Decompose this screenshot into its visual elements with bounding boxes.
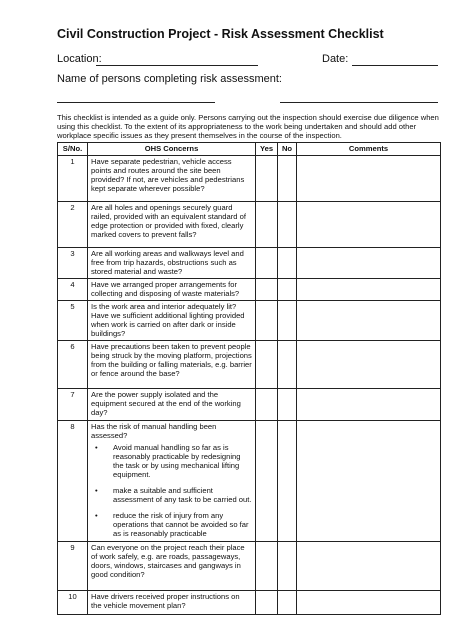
no-cell[interactable]	[278, 156, 297, 202]
date-label: Date:	[322, 53, 349, 65]
no-cell[interactable]	[278, 591, 297, 615]
page-title: Civil Construction Project - Risk Assessment Checklist	[57, 27, 384, 41]
no-cell[interactable]	[278, 248, 297, 279]
comments-cell[interactable]	[297, 542, 441, 591]
bullet-icon: •	[95, 443, 98, 452]
row-number: 4	[58, 279, 88, 301]
name-line-1	[57, 102, 215, 103]
no-cell[interactable]	[278, 279, 297, 301]
table-row	[58, 341, 441, 389]
row-number: 7	[58, 389, 88, 421]
location-label: Location:	[57, 53, 102, 65]
checklist-table	[57, 142, 441, 615]
date-field-line	[352, 65, 438, 66]
concern-text: Are all holes and openings securely guard railed, provided with an equivalent standard of edge protection or provided with fixed, clearly marked covers to prevent falls?	[88, 202, 256, 248]
comments-cell[interactable]	[297, 248, 441, 279]
no-cell[interactable]	[278, 389, 297, 421]
comments-cell[interactable]	[297, 591, 441, 615]
yes-cell[interactable]	[256, 248, 278, 279]
row-number: 8	[58, 421, 88, 542]
location-field-line	[96, 65, 258, 66]
row-number: 2	[58, 202, 88, 248]
concern-text: Can everyone on the project reach their place of work safely, e.g. are roads, passageways, doors, windows, staircases and gangways in good condition?	[88, 542, 256, 591]
concern-text: Have separate pedestrian, vehicle access points and routes around the site been provided? If not, are vehicles and pedestrians kept separate wherever possible?	[88, 156, 256, 202]
header-no: No	[278, 143, 297, 156]
bullet-text: Avoid manual handling so far as is reasonably practicable by redesigning the task or by using mechanical lifting equipment.	[113, 443, 241, 479]
concern-text: Are the power supply isolated and the equipment secured at the end of the working day?	[88, 389, 256, 421]
yes-cell[interactable]	[256, 421, 278, 542]
table-row	[58, 591, 441, 615]
yes-cell[interactable]	[256, 591, 278, 615]
table-row	[58, 279, 441, 301]
comments-cell[interactable]	[297, 301, 441, 341]
comments-cell[interactable]	[297, 421, 441, 542]
no-cell[interactable]	[278, 421, 297, 542]
yes-cell[interactable]	[256, 301, 278, 341]
names-label: Name of persons completing risk assessment:	[57, 73, 282, 85]
table-row	[58, 421, 441, 542]
row-number: 1	[58, 156, 88, 202]
intro-paragraph: This checklist is intended as a guide only. Persons carrying out the inspection should exercise due diligence when using this checklist. To the extent of its appropriateness to the work being undertaken and should add other workplace specific issues as they present themselves in the course of the inspection.	[57, 113, 439, 140]
row-number: 10	[58, 591, 88, 615]
comments-cell[interactable]	[297, 341, 441, 389]
yes-cell[interactable]	[256, 542, 278, 591]
bullet-item	[91, 486, 252, 504]
row-number: 5	[58, 301, 88, 341]
yes-cell[interactable]	[256, 389, 278, 421]
table-row	[58, 156, 441, 202]
table-row	[58, 542, 441, 591]
concern-text: Have drivers received proper instructions on the vehicle movement plan?	[88, 591, 256, 615]
row-number: 3	[58, 248, 88, 279]
header-yes: Yes	[256, 143, 278, 156]
comments-cell[interactable]	[297, 202, 441, 248]
comments-cell[interactable]	[297, 279, 441, 301]
bullet-text: make a suitable and sufficient assessment of any task to be carried out.	[113, 486, 252, 504]
comments-cell[interactable]	[297, 389, 441, 421]
no-cell[interactable]	[278, 542, 297, 591]
bullet-item	[91, 443, 252, 479]
bullet-text: reduce the risk of injury from any operations that cannot be avoided so far as is reasonably practicable	[113, 511, 249, 538]
table-row	[58, 301, 441, 341]
bullet-icon: •	[95, 511, 98, 520]
row-number: 9	[58, 542, 88, 591]
concern-text: Has the risk of manual handling been assessed?	[91, 422, 217, 440]
bullet-item	[91, 511, 252, 538]
no-cell[interactable]	[278, 341, 297, 389]
concern-text: Is the work area and interior adequately lit? Have we sufficient additional lighting provided when work is carried on after dark or inside buildings?	[88, 301, 256, 341]
bullet-icon: •	[95, 486, 98, 495]
no-cell[interactable]	[278, 301, 297, 341]
bullet-list	[91, 443, 252, 538]
table-row	[58, 389, 441, 421]
yes-cell[interactable]	[256, 202, 278, 248]
header-row	[58, 143, 441, 156]
concern-text: Are all working areas and walkways level and free from trip hazards, obstructions such as stored material and waste?	[88, 248, 256, 279]
concern-text: Have precautions been taken to prevent people being struck by the moving platform, projections from the building or falling materials, e.g. barrier or fence around the base?	[88, 341, 256, 389]
concern-cell	[88, 421, 256, 542]
name-line-2	[280, 102, 438, 103]
yes-cell[interactable]	[256, 341, 278, 389]
yes-cell[interactable]	[256, 279, 278, 301]
comments-cell[interactable]	[297, 156, 441, 202]
row-number: 6	[58, 341, 88, 389]
table-row	[58, 202, 441, 248]
table-row	[58, 248, 441, 279]
header-comments: Comments	[297, 143, 441, 156]
yes-cell[interactable]	[256, 156, 278, 202]
header-sno: S/No.	[58, 143, 88, 156]
header-concerns: OHS Concerns	[88, 143, 256, 156]
concern-text: Have we arranged proper arrangements for collecting and disposing of waste materials?	[88, 279, 256, 301]
no-cell[interactable]	[278, 202, 297, 248]
